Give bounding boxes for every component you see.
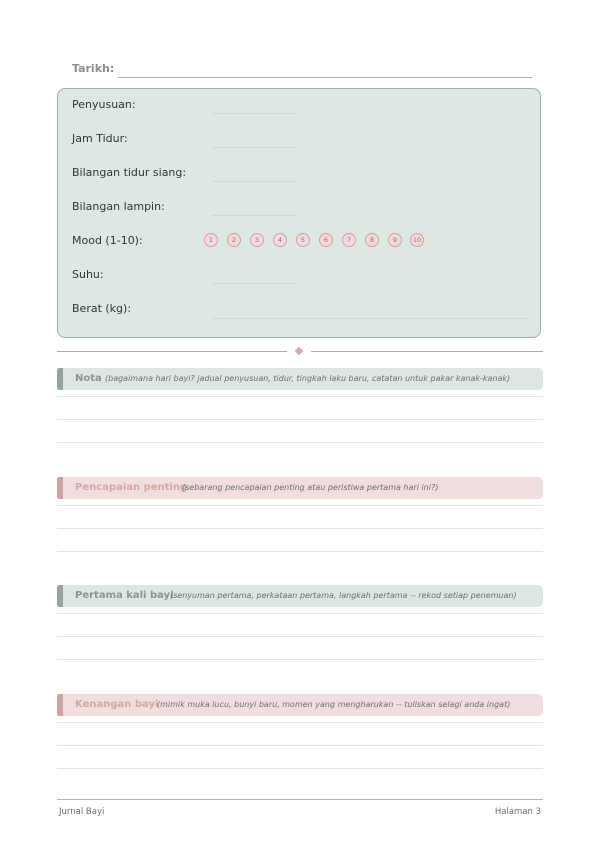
footer-divider	[57, 799, 543, 800]
field-input-feeding[interactable]	[212, 113, 297, 114]
field-input-diapers[interactable]	[212, 215, 297, 216]
field-label-feeding: Penyusuan:	[72, 98, 136, 111]
daily-info-panel	[57, 88, 541, 338]
field-input-weight[interactable]	[212, 318, 530, 319]
writing-line[interactable]	[57, 396, 543, 397]
field-label-weight: Berat (kg):	[72, 302, 132, 315]
footer-journal-name: Jurnal Bayi	[59, 807, 105, 817]
section-accent-bar	[57, 585, 63, 607]
section-accent-bar	[57, 694, 63, 716]
writing-line[interactable]	[57, 613, 543, 614]
writing-line[interactable]	[57, 528, 543, 529]
section-title-firsts: Pertama kali bayi	[75, 590, 174, 601]
field-label-naps: Bilangan tidur siang:	[72, 166, 187, 179]
section-title-milestones: Pencapaian penting	[75, 482, 188, 493]
field-label-mood: Mood (1-10):	[72, 234, 143, 247]
mood-option-6[interactable]: 6	[319, 233, 333, 247]
mood-option-4[interactable]: 4	[273, 233, 287, 247]
divider-diamond-icon	[295, 347, 303, 355]
footer-page-number: Halaman 3	[494, 807, 541, 817]
date-label: Tarikh:	[72, 62, 115, 75]
writing-line[interactable]	[57, 745, 543, 746]
section-hint-firsts: (senyuman pertama, perkataan pertama, langkah pertama -- rekod setiap penemuan)	[170, 591, 517, 600]
writing-line[interactable]	[57, 659, 543, 660]
field-input-temperature[interactable]	[212, 283, 297, 284]
mood-option-3[interactable]: 3	[250, 233, 264, 247]
mood-option-8[interactable]: 8	[365, 233, 379, 247]
section-header-firsts	[57, 585, 543, 607]
divider-right	[311, 351, 543, 352]
section-hint-notes: (bagaimana hari bayi? jadual penyusuan, tidur, tingkah laku baru, catatan untuk pakar kanak-kanak)	[105, 374, 511, 383]
mood-option-5[interactable]: 5	[296, 233, 310, 247]
mood-option-9[interactable]: 9	[388, 233, 402, 247]
writing-line[interactable]	[57, 419, 543, 420]
section-header-milestones	[57, 477, 543, 499]
mood-option-2[interactable]: 2	[227, 233, 241, 247]
field-input-sleep-hours[interactable]	[212, 147, 297, 148]
mood-option-10[interactable]: 10	[410, 233, 424, 247]
writing-line[interactable]	[57, 768, 543, 769]
field-label-temperature: Suhu:	[72, 268, 104, 281]
field-input-naps[interactable]	[212, 181, 297, 182]
field-label-sleep-hours: Jam Tidur:	[72, 132, 128, 145]
section-accent-bar	[57, 368, 63, 390]
mood-option-7[interactable]: 7	[342, 233, 356, 247]
divider-left	[57, 351, 287, 352]
writing-line[interactable]	[57, 442, 543, 443]
section-header-memories	[57, 694, 543, 716]
section-title-notes: Nota	[75, 373, 102, 384]
section-title-memories: Kenangan bayi	[75, 699, 159, 710]
mood-option-1[interactable]: 1	[204, 233, 218, 247]
date-row	[72, 62, 532, 80]
section-hint-milestones: (sebarang pencapaian penting atau peristiwa pertama hari ini?)	[182, 483, 439, 492]
writing-line[interactable]	[57, 636, 543, 637]
writing-line[interactable]	[57, 551, 543, 552]
section-hint-memories: (mimik muka lucu, bunyi baru, momen yang mengharukan -- tuliskan selagi anda ingat)	[157, 700, 511, 709]
field-label-diapers: Bilangan lampin:	[72, 200, 165, 213]
section-accent-bar	[57, 477, 63, 499]
date-input-line[interactable]	[118, 77, 532, 78]
writing-line[interactable]	[57, 505, 543, 506]
writing-line[interactable]	[57, 722, 543, 723]
section-header-notes	[57, 368, 543, 390]
